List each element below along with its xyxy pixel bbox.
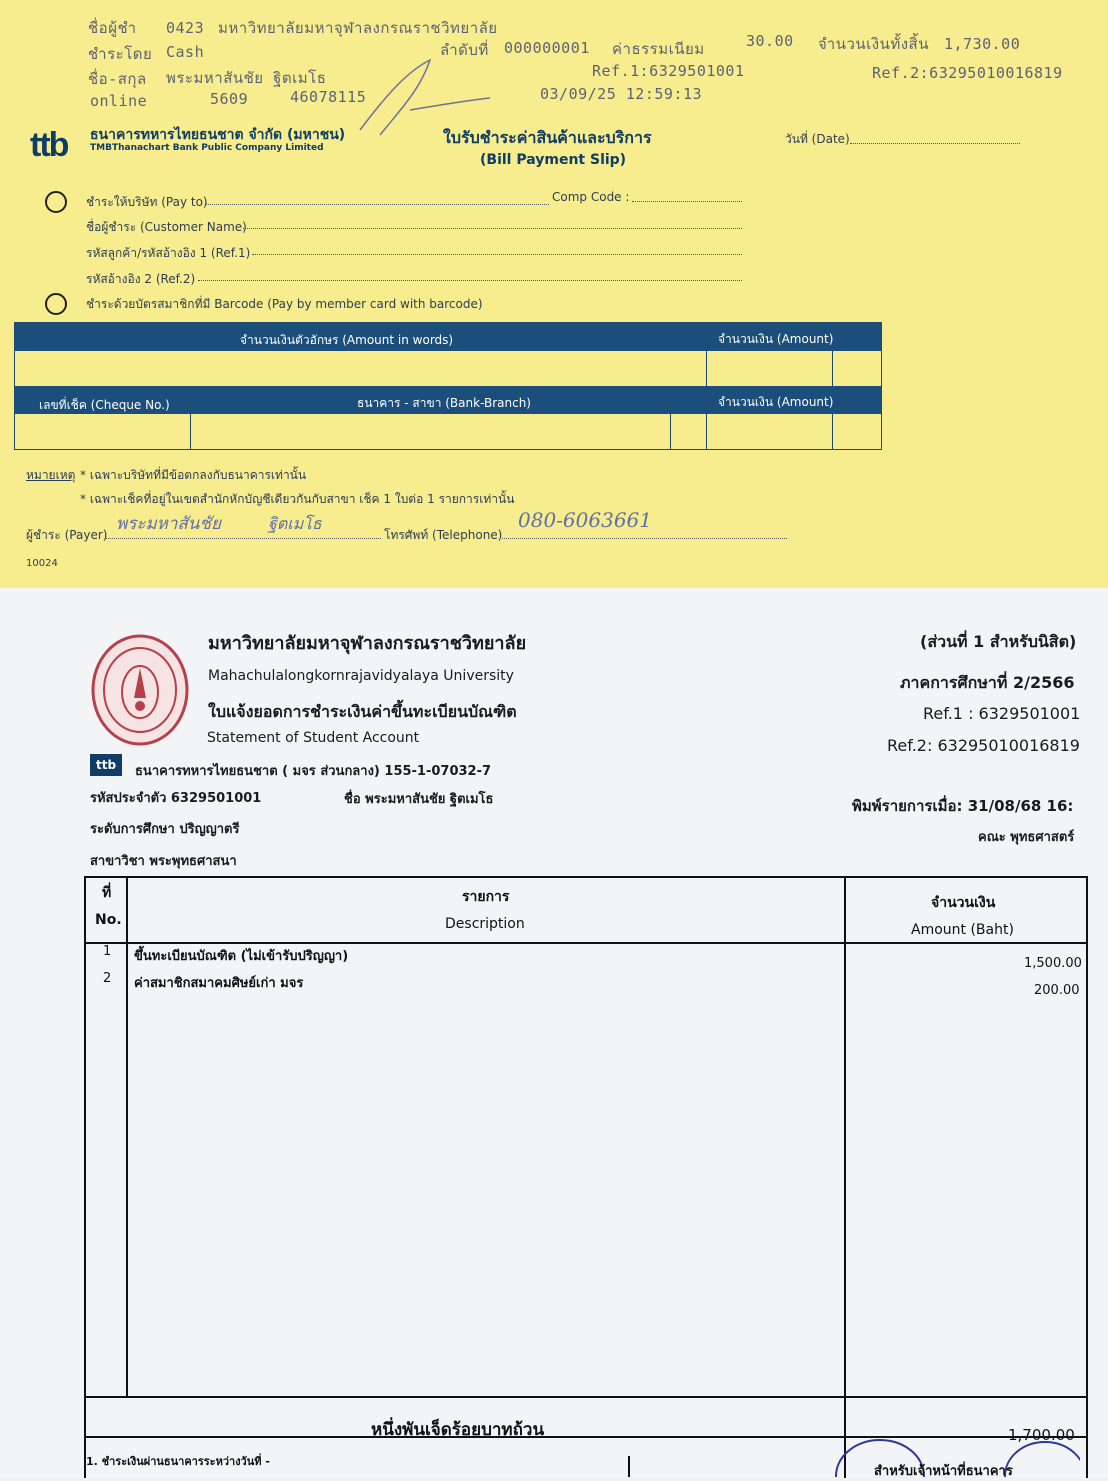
grid-divider [832, 351, 833, 386]
student-id: รหัสประจำตัว 6329501001 [90, 791, 262, 806]
document-title-en: Statement of Student Account [207, 730, 420, 746]
grid-divider [706, 351, 707, 386]
table-total-rule [86, 1396, 1086, 1398]
grid-divider [190, 414, 191, 449]
row-no: 1 [103, 944, 112, 959]
pay-to-radio[interactable] [45, 191, 67, 213]
col-amount-en: Amount (Baht) [911, 922, 1014, 938]
amount-grid [14, 322, 882, 450]
grid-divider [706, 414, 707, 449]
note-label: หมายเหตุ [26, 468, 76, 482]
comp-code-label: Comp Code : [552, 190, 630, 204]
grid-divider [832, 414, 833, 449]
university-name-en: Mahachulalongkornrajavidyalaya University [208, 668, 514, 684]
amount-header-bar [15, 323, 881, 351]
bank-account-line: ธนาคารทหารไทยธนชาต ( มจร ส่วนกลาง) 155-1-07032-7 [135, 764, 492, 779]
university-name-th: มหาวิทยาลัยมหาจุฬาลงกรณราชวิทยาลัย [208, 633, 527, 654]
stamp-university: มหาวิทยาลัยมหาจุฬาลงกรณราชวิทยาลัย [218, 19, 498, 37]
bank-name-en: TMBThanachart Bank Public Company Limited [90, 143, 324, 153]
student-name: ชื่อ พระมหาสันชัย ฐิตเมโธ [344, 792, 494, 807]
col-no-th: ที่ [102, 885, 112, 901]
stamp-method-label: ชำระโดย [88, 45, 153, 63]
date-label: วันที่ (Date) [785, 132, 850, 146]
ref1-label: รหัสลูกค้า/รหัสอ้างอิง 1 (Ref.1) [86, 246, 251, 260]
col-amount-th: จำนวนเงิน [931, 895, 996, 911]
stamp-terminal: 46078115 [290, 88, 367, 106]
payer-label: ผู้ชำระ (Payer) [26, 528, 108, 542]
col-desc-th: รายการ [462, 889, 510, 905]
col-desc-en: Description [445, 916, 525, 932]
table-col-divider [844, 878, 846, 1478]
semester: ภาคการศึกษาที่ 2/2566 [900, 673, 1075, 692]
part-label: (ส่วนที่ 1 สำหรับนิสิต) [920, 632, 1077, 651]
customer-name-label: ชื่อผู้ชำระ (Customer Name) [86, 220, 247, 234]
ref2-line [198, 280, 742, 281]
pay-to-line [206, 204, 549, 205]
slip-title-th: ใบรับชำระค่าสินค้าและบริการ [443, 128, 652, 147]
member-card-label: ชำระด้วยบัตรสมาชิกที่มี Barcode (Pay by member card with barcode) [86, 297, 483, 311]
stamp-ref1: Ref.1:6329501001 [592, 62, 745, 80]
cheque-no-header: เลขที่เช็ค (Cheque No.) [39, 398, 170, 412]
pay-to-label: ชำระให้บริษัท (Pay to) [86, 195, 208, 209]
amount-header-2: จำนวนเงิน (Amount) [718, 395, 834, 409]
grid-divider [670, 414, 671, 449]
total-in-words: หนึ่งพันเจ็ดร้อยบาทถ้วน [371, 1420, 545, 1440]
stamp-datetime: 03/09/25 12:59:13 [540, 85, 703, 103]
stamp-fee: 30.00 [746, 32, 794, 50]
stamp-name-label: ชื่อผู้ชำ [88, 19, 137, 37]
stamp-seq-label: ลำดับที่ [440, 41, 489, 59]
stamp-ref2: Ref.2:63295010016819 [872, 64, 1063, 82]
amount-words-header: จำนวนเงินตัวอักษร (Amount in words) [240, 333, 454, 347]
row-description: ขึ้นทะเบียนบัณฑิต (ไม่เข้ารับปริญญา) [134, 949, 349, 964]
slip-title-en: (Bill Payment Slip) [480, 152, 627, 168]
date-line [850, 143, 1020, 144]
form-number: 10024 [26, 558, 58, 569]
stamp-fullname: พระมหาสันชัย ฐิตเมโธ [166, 69, 327, 87]
payment-date-note: 1. ชำระเงินผ่านธนาคารระหว่างวันที่ - [86, 1455, 270, 1468]
stamp-channel: online [90, 92, 148, 110]
row-amount: 200.00 [1034, 983, 1080, 998]
university-seal-icon [90, 628, 190, 746]
statement-ref1: Ref.1 : 6329501001 [923, 704, 1081, 723]
stamp-branch-code: 5609 [210, 90, 249, 108]
telephone-line [502, 538, 787, 539]
stamp-seq: 000000001 [504, 39, 590, 57]
stamp-method: Cash [166, 43, 205, 61]
comp-code-line [632, 201, 742, 202]
member-card-radio[interactable] [45, 293, 67, 315]
bank-officer-label: สำหรับเจ้าหน้าที่ธนาคาร [874, 1464, 1013, 1479]
cheque-header-bar [15, 386, 881, 414]
stamp-total-label: จำนวนเงินทั้งสิ้น [818, 35, 929, 53]
education-level: ระดับการศึกษา ปริญญาตรี [90, 822, 240, 837]
phone-handwriting: 080-6063661 [518, 508, 653, 532]
row-amount: 1,500.00 [1024, 956, 1082, 971]
note-1: * เฉพาะบริษัทที่มีข้อตกลงกับธนาคารเท่านั้น [80, 468, 307, 482]
ref1-line [252, 254, 742, 255]
footer-divider [628, 1456, 630, 1477]
customer-name-line [243, 228, 742, 229]
ttb-small-logo: ttb [90, 754, 122, 776]
document-title-th: ใบแจ้งยอดการชำระเงินค่าขึ้นทะเบียนบัณฑิต [208, 702, 517, 721]
stamp-fullname-label: ชื่อ-สกุล [88, 70, 147, 88]
stamp-total: 1,730.00 [944, 35, 1021, 53]
payer-line [106, 538, 381, 539]
ttb-logo: ttb [30, 126, 68, 164]
amount-header: จำนวนเงิน (Amount) [718, 332, 834, 346]
printed-timestamp: พิมพ์รายการเมื่อ: 31/08/68 16: [852, 797, 1074, 815]
fee-table [84, 876, 1088, 1478]
table-header-rule [86, 942, 1086, 944]
ref2-label: รหัสอ้างอิง 2 (Ref.2) [86, 272, 196, 286]
col-no-en: No. [95, 912, 122, 928]
bill-payment-slip [0, 0, 1108, 588]
row-description: ค่าสมาชิกสมาคมศิษย์เก่า มจร [134, 976, 304, 991]
telephone-label: โทรศัพท์ (Telephone) [384, 528, 503, 542]
total-amount: 1,700.00 [1008, 1426, 1075, 1444]
payer-handwriting: พระมหาสันชัย [116, 514, 221, 534]
payer-handwriting-2: ฐิตเมโธ [268, 514, 322, 533]
statement-ref2: Ref.2: 63295010016819 [887, 736, 1080, 755]
row-no: 2 [103, 971, 112, 986]
faculty: คณะ พุทธศาสตร์ [978, 830, 1075, 845]
stamp-account-num: 0423 [166, 19, 205, 37]
note-2: * เฉพาะเช็คที่อยู่ในเขตสำนักหักบัญชีเดียวกันกับสาขา เช็ค 1 ใบต่อ 1 รายการเท่านั้น [80, 492, 515, 506]
major: สาขาวิชา พระพุทธศาสนา [90, 854, 237, 869]
bank-name-th: ธนาคารทหารไทยธนชาต จำกัด (มหาชน) [90, 127, 346, 143]
bank-branch-header: ธนาคาร - สาขา (Bank-Branch) [357, 396, 531, 410]
table-col-divider [126, 878, 128, 1398]
stamp-fee-label: ค่าธรรมเนียม [612, 40, 705, 58]
